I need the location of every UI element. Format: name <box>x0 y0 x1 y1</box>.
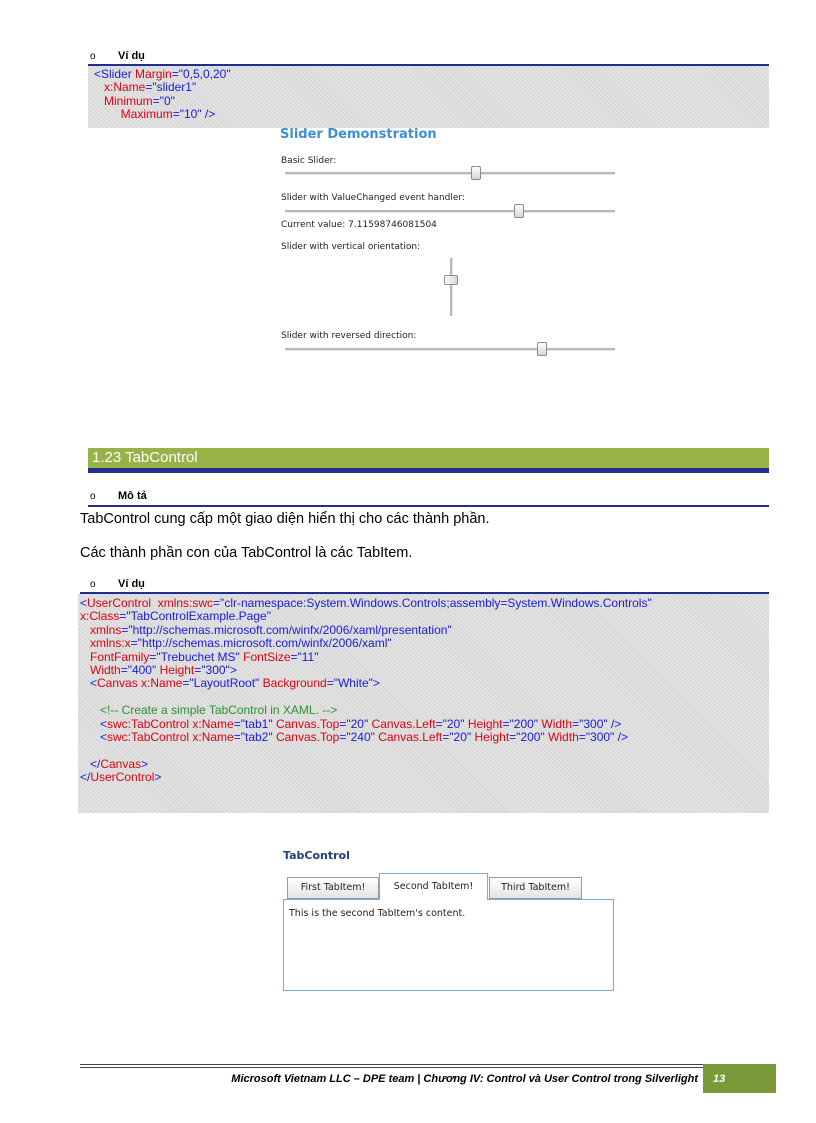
code-token: swc:TabControl x:Name <box>107 716 234 731</box>
code-token: x:Class <box>80 609 120 624</box>
code-token: ="200" <box>509 729 549 744</box>
example-heading-2 <box>90 578 145 590</box>
code-token: Canvas <box>100 756 142 771</box>
code-line <box>94 95 769 108</box>
code-token: x:Name <box>94 80 146 95</box>
code-token: Margin <box>135 67 172 81</box>
code-token: Background <box>262 676 327 691</box>
code-token: ="White"> <box>326 676 380 691</box>
code-line <box>80 744 769 757</box>
description-heading-text: Mô tả <box>118 490 147 502</box>
code-line <box>80 704 769 717</box>
code-token: UserControl <box>90 770 155 785</box>
code-token: ="http://schemas.microsoft.com/winfx/2006/xaml" <box>130 636 392 651</box>
code-token: Height <box>159 662 195 677</box>
bullet-marker: o <box>90 51 96 62</box>
code-token: Canvas.Top <box>275 716 340 731</box>
footer-rule-top <box>80 1064 703 1065</box>
code-token: ="300"> <box>194 662 237 677</box>
code-line <box>80 651 769 664</box>
example-heading-1 <box>90 50 145 62</box>
example-heading-text: Ví dụ <box>118 50 145 62</box>
code-token: Width <box>548 729 579 744</box>
code-token: ="0,5,0,20" <box>171 67 231 81</box>
paragraph-2: Các thành phần con của TabControl là các TabItem. <box>80 545 413 561</box>
code-token: </ <box>80 756 101 771</box>
example-heading-text: Ví dụ <box>118 578 145 590</box>
code-token: Height <box>467 716 503 731</box>
valuechanged-slider-thumb[interactable] <box>514 204 524 218</box>
slider-code-block <box>88 66 769 128</box>
code-token: Minimum <box>94 93 153 108</box>
code-token: ="20" <box>442 729 475 744</box>
current-value-text: Current value: 7.11598746081504 <box>281 220 437 230</box>
code-token: Height <box>474 729 510 744</box>
code-line <box>94 68 769 81</box>
code-line <box>80 597 769 610</box>
code-token: ="http://schemas.microsoft.com/winfx/2006/xaml/presentation" <box>121 622 452 637</box>
code-token: < <box>80 676 98 691</box>
code-token: ="400" <box>120 662 160 677</box>
basic-slider-track <box>285 172 615 175</box>
code-token: Maximum <box>94 107 173 122</box>
code-token: ="300" /> <box>578 729 628 744</box>
reversed-slider-track <box>285 348 615 351</box>
code-token: > <box>154 770 162 785</box>
code-line <box>80 718 769 731</box>
code-token: Canvas x:Name <box>97 676 183 691</box>
code-token: ="0" <box>152 93 175 108</box>
code-line <box>80 624 769 637</box>
reversed-slider-thumb[interactable] <box>537 342 547 356</box>
tab-content-panel <box>283 899 614 991</box>
slider-demo-title: Slider Demonstration <box>280 127 437 142</box>
code-token: ="LayoutRoot" <box>182 676 263 691</box>
code-token: ="300" /> <box>572 716 622 731</box>
code-token: Width <box>80 662 121 677</box>
code-token: xmlns <box>80 622 122 637</box>
tab-demo-title: TabControl <box>283 849 350 862</box>
code-token: < <box>80 729 108 744</box>
tab-third[interactable]: Third TabItem! <box>489 877 582 899</box>
code-token: ="240" <box>339 729 379 744</box>
valuechanged-slider-label: Slider with ValueChanged event handler: <box>281 193 465 203</box>
code-token: < <box>80 596 88 610</box>
vertical-slider-thumb[interactable] <box>444 275 458 285</box>
tab-second[interactable]: Second TabItem! <box>379 873 488 900</box>
code-line <box>80 677 769 690</box>
code-token: ="slider1" <box>145 80 197 95</box>
basic-slider-label: Basic Slider: <box>281 156 337 166</box>
vertical-slider-track <box>450 258 453 316</box>
code-token: <!-- Create a simple TabControl in XAML. --> <box>80 703 338 718</box>
code-line <box>80 610 769 623</box>
footer-text: Microsoft Vietnam LLC – DPE team | Chương IV: Control và User Control trong Silverlight <box>231 1073 698 1085</box>
code-token: ="200" <box>502 716 542 731</box>
code-line <box>80 664 769 677</box>
description-heading <box>90 490 147 502</box>
code-token: FontFamily <box>80 649 150 664</box>
code-line <box>80 758 769 771</box>
code-token: Canvas.Left <box>371 716 436 731</box>
tab-first[interactable]: First TabItem! <box>287 877 379 899</box>
valuechanged-slider-track <box>285 210 615 213</box>
paragraph-1: TabControl cung cấp một giao diện hiển thị cho các thành phần. <box>80 511 490 527</box>
code-token: <Slider <box>94 67 136 81</box>
code-token: > <box>141 756 149 771</box>
code-line <box>80 771 769 784</box>
vertical-slider-label: Slider with vertical orientation: <box>281 242 421 252</box>
code-token: Canvas.Top <box>275 729 340 744</box>
code-token: ="clr-namespace:System.Windows.Controls;assembly=System.Windows.Controls" <box>213 596 652 610</box>
tab-content-text: This is the second TabItem's content. <box>289 908 466 919</box>
code-token: Canvas.Left <box>378 729 443 744</box>
bullet-marker: o <box>90 579 96 590</box>
code-token: xmlns:x <box>80 636 131 651</box>
code-line <box>94 108 769 121</box>
basic-slider-thumb[interactable] <box>471 166 481 180</box>
code-token: FontSize <box>243 649 291 664</box>
code-token: ="10" /> <box>172 107 216 122</box>
code-token: < <box>80 716 108 731</box>
code-line <box>94 81 769 94</box>
code-token: ="20" <box>435 716 468 731</box>
reversed-slider-label: Slider with reversed direction: <box>281 331 417 341</box>
code-token: ="11" <box>290 649 319 664</box>
page-number: 13 <box>703 1064 776 1093</box>
code-token: UserControl xmlns:swc <box>87 596 214 610</box>
code-line <box>80 731 769 744</box>
description-rule <box>88 505 769 507</box>
code-token: ="tab1" <box>233 716 276 731</box>
tabcontrol-code-block <box>78 594 769 813</box>
section-heading-tabcontrol: 1.23 TabControl <box>88 448 769 468</box>
section-heading-underline <box>88 468 769 473</box>
code-token: ="Trebuchet MS" <box>149 649 244 664</box>
code-token: </ <box>80 770 91 785</box>
footer-rule-bottom <box>80 1067 703 1068</box>
code-line <box>80 637 769 650</box>
code-token: ="tab2" <box>233 729 276 744</box>
code-token: ="TabControlExample.Page" <box>119 609 271 624</box>
code-token: swc:TabControl x:Name <box>107 729 234 744</box>
code-token: Width <box>541 716 573 731</box>
bullet-marker: o <box>90 491 96 502</box>
code-line <box>80 691 769 704</box>
code-token: ="20" <box>339 716 372 731</box>
